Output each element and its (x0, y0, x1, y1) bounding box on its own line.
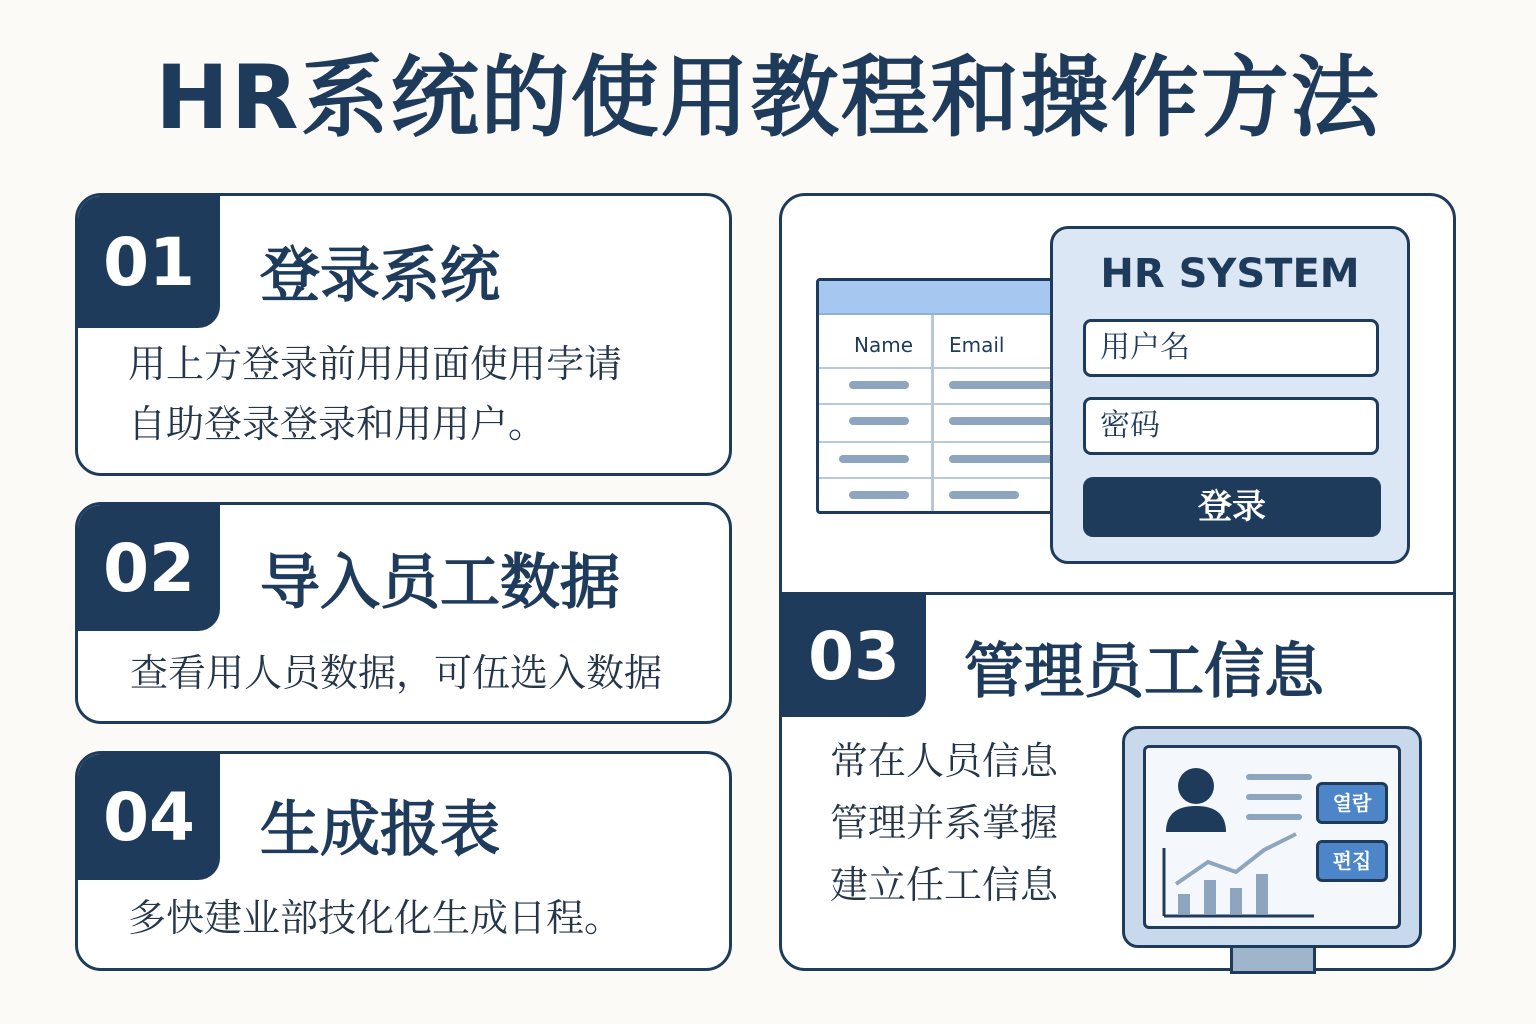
step-heading: 生成报表 (260, 795, 500, 865)
text-lines-icon (1246, 774, 1312, 820)
table-divider (931, 315, 934, 514)
table-row (949, 491, 1019, 499)
step-number-badge: 01 (78, 196, 220, 328)
bar-chart-icon (1164, 834, 1314, 916)
step-card-02 (75, 502, 732, 724)
table-row (849, 417, 909, 425)
desc-line: 建立任工信息 (830, 863, 1059, 907)
step-heading: 导入员工数据 (260, 548, 620, 618)
view-chip[interactable]: 열람 (1316, 782, 1388, 824)
step-heading: 登录系统 (260, 241, 500, 311)
dashboard-graphic (1146, 748, 1398, 926)
step-description: 查看用人员数据，可伍选入数据 (130, 651, 663, 695)
desc-line: 自助登录登录和用用户。 (128, 402, 547, 446)
step-card-01 (75, 193, 732, 476)
step-card-03 (779, 193, 1456, 971)
desc-line: 管理并系掌握 (830, 801, 1059, 845)
table-column-header: Email (949, 333, 1005, 357)
step-description (128, 334, 718, 454)
username-field[interactable]: 用户名 (1083, 319, 1379, 377)
step-description (830, 730, 1130, 916)
monitor-illustration (1122, 726, 1422, 948)
page-title: HR系统的使用教程和操作方法 (155, 46, 1381, 149)
table-row (949, 381, 1059, 389)
login-button[interactable]: 登录 (1083, 477, 1381, 537)
password-field[interactable]: 密码 (1083, 397, 1379, 455)
step-number-badge: 03 (782, 595, 926, 717)
desc-line: 用上方登录前用用面使用孛请 (128, 342, 623, 386)
system-name: HR SYSTEM (1100, 251, 1360, 297)
edit-chip[interactable]: 편집 (1316, 840, 1388, 882)
table-row (849, 491, 909, 499)
step-number-badge: 02 (78, 505, 220, 631)
monitor-stand (1230, 948, 1316, 974)
step-heading: 管理员工信息 (964, 637, 1324, 707)
user-icon (1166, 768, 1226, 832)
table-column-header: Name (854, 333, 914, 357)
table-row (949, 417, 1059, 425)
desc-line: 常在人员信息 (830, 739, 1059, 783)
step-number-badge: 04 (78, 754, 220, 880)
step-card-04 (75, 751, 732, 971)
step-description: 多快建业部技化化生成日程。 (128, 896, 623, 940)
monitor-screen (1143, 745, 1401, 929)
table-row (849, 381, 909, 389)
login-panel (1050, 226, 1410, 564)
table-row (949, 455, 1059, 463)
table-row (839, 455, 909, 463)
